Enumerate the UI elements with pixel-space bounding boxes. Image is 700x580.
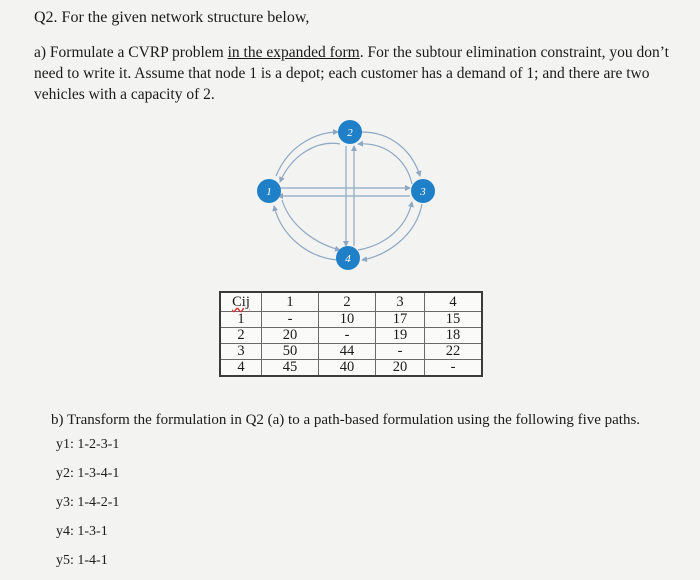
cost-table-row-header: 2 <box>220 328 262 344</box>
node-2-label: 2 <box>347 127 353 139</box>
part-b-text: b) Transform the formulation in Q2 (a) to a path-based formulation using the following five paths. <box>51 412 641 428</box>
network-edges <box>274 132 422 260</box>
cost-table-row-header: 3 <box>220 344 262 360</box>
network-diagram <box>240 110 460 285</box>
edge-2-1 <box>280 143 340 182</box>
table-cell: 20 <box>262 328 319 344</box>
node-4-label: 4 <box>345 253 351 265</box>
table-cell: 40 <box>319 360 376 377</box>
part-a-underlined: in the expanded form <box>227 44 360 61</box>
table-cell: 17 <box>376 312 425 328</box>
cost-table-row-header: 4 <box>220 360 262 377</box>
table-row <box>220 360 482 377</box>
cost-table-col-header: 1 <box>262 292 319 312</box>
path-y3: y3: 1-4-2-1 <box>56 495 120 510</box>
cost-table-corner: Cij <box>220 292 262 312</box>
cost-table-header-row <box>220 292 482 312</box>
edge-1-4 <box>282 200 340 250</box>
node-3 <box>411 179 435 203</box>
table-cell: - <box>319 328 376 344</box>
table-cell: 45 <box>262 360 319 377</box>
table-cell: - <box>425 360 483 377</box>
node-1 <box>257 179 281 203</box>
table-cell: - <box>376 344 425 360</box>
table-cell: 18 <box>425 328 483 344</box>
part-a-text <box>34 42 674 105</box>
path-y4: y4: 1-3-1 <box>56 524 108 539</box>
edge-2-3 <box>362 132 420 176</box>
cost-table <box>219 291 483 377</box>
path-y5: y5: 1-4-1 <box>56 553 108 568</box>
node-4 <box>336 246 360 270</box>
cost-table-col-header: 2 <box>319 292 376 312</box>
table-row <box>220 328 482 344</box>
path-list <box>56 435 119 580</box>
table-cell: 22 <box>425 344 483 360</box>
question-title: Q2. For the given network structure below, <box>34 9 310 26</box>
cost-table-col-header: 3 <box>376 292 425 312</box>
table-row <box>220 312 482 328</box>
table-row <box>220 344 482 360</box>
table-cell: 19 <box>376 328 425 344</box>
part-a-lead: a) Formulate a CVRP problem <box>34 44 228 61</box>
edge-4-3 <box>358 202 412 250</box>
edge-1-2 <box>276 132 338 176</box>
table-cell: 44 <box>319 344 376 360</box>
node-3-label: 3 <box>420 186 426 198</box>
table-cell: 15 <box>425 312 483 328</box>
edge-3-4 <box>362 204 422 260</box>
path-y2: y2: 1-3-4-1 <box>56 466 120 481</box>
cost-table-row-header: 1 <box>220 312 262 328</box>
table-cell: 50 <box>262 344 319 360</box>
path-y1: y1: 1-2-3-1 <box>56 437 120 452</box>
edge-3-2 <box>358 144 412 184</box>
node-1-label: 1 <box>266 186 272 198</box>
node-2 <box>338 120 362 144</box>
table-cell: - <box>262 312 319 328</box>
cost-table-col-header: 4 <box>425 292 483 312</box>
table-cell: 20 <box>376 360 425 377</box>
part-a-rest: . For the subtour elimination constraint, you don’t need to write it. Assume that node 1 is a depot; each customer has a demand of 1; and there are two vehicles with a capacity of 2. <box>34 44 669 103</box>
table-cell: 10 <box>319 312 376 328</box>
